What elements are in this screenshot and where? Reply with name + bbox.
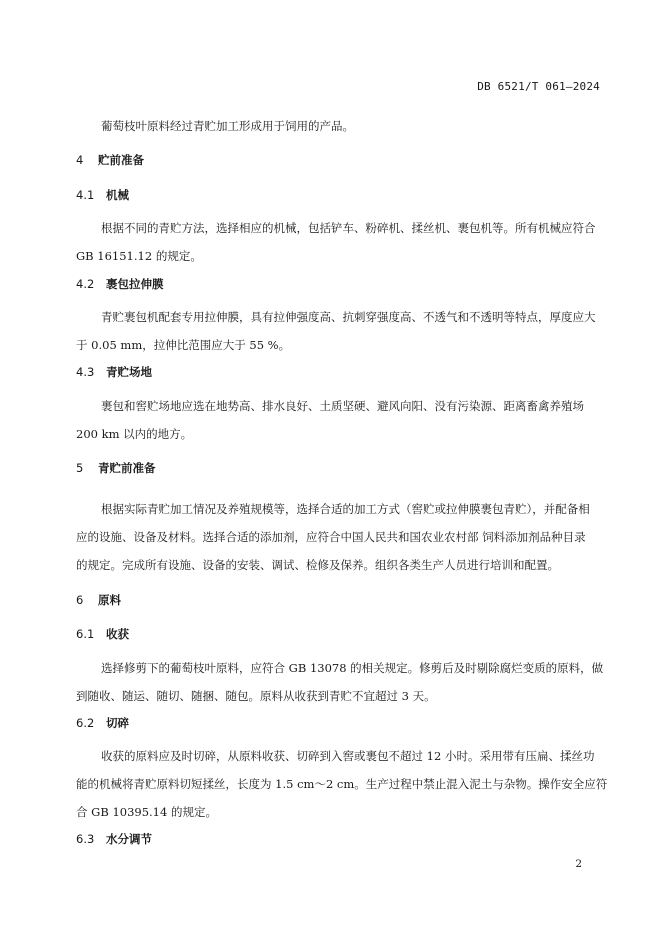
section-4-3-heading	[76, 364, 152, 380]
section-5-number: 5	[76, 461, 84, 475]
section-6-1-heading	[76, 626, 129, 642]
section-6-heading	[76, 592, 121, 608]
section-6-1-line-1: 选择修剪下的葡萄枝叶原料，应符合 GB 13078 的相关规定。修剪后及时剔除腐烂变质的原料，做	[101, 661, 604, 675]
section-4-3-title: 青贮场地	[106, 365, 152, 379]
section-4-3-paragraph	[76, 392, 604, 448]
section-6-2-line-1: 收获的原料应及时切碎，从原料收获、切碎到入窖或裹包不超过 12 小时。采用带有压扁、揉丝功	[101, 749, 595, 763]
section-4-1-number: 4.1	[76, 188, 95, 202]
section-4-1-paragraph	[76, 214, 604, 270]
section-6-1-paragraph	[76, 654, 604, 710]
section-6-2-title: 切碎	[106, 716, 129, 730]
section-6-3-title: 水分调节	[106, 832, 152, 846]
section-5-paragraph	[76, 495, 604, 579]
section-4-1-line-2: GB 16151.12 的规定。	[76, 249, 202, 263]
section-6-1-number: 6.1	[76, 627, 95, 641]
section-4-heading	[76, 152, 144, 168]
section-6-1-line-2: 到随收、随运、随切、随捆、随包。原料从收获到青贮不宜超过 3 天。	[76, 689, 436, 703]
section-6-number: 6	[76, 593, 84, 607]
section-4-2-number: 4.2	[76, 277, 95, 291]
section-5-line-2: 应的设施、设备及材料。选择合适的添加剂，应符合中国人民共和国农业农村部 饲料添加剂品种目录	[76, 530, 586, 544]
section-4-1-title: 机械	[106, 188, 129, 202]
section-4-3-line-1: 裹包和窖贮场地应选在地势高、排水良好、土质坚硬、避风向阳、没有污染源、距离畜禽养殖场	[101, 399, 584, 413]
section-4-2-heading	[76, 276, 164, 292]
section-4-2-paragraph	[76, 303, 604, 359]
page-number: 2	[575, 858, 582, 870]
section-5-title: 青贮前准备	[98, 461, 156, 475]
section-5-heading	[76, 460, 156, 476]
section-6-title: 原料	[98, 593, 121, 607]
standard-code: DB 6521/T 061—2024	[477, 80, 600, 93]
section-6-2-number: 6.2	[76, 716, 95, 730]
section-4-2-line-2: 于 0.05 mm，拉伸比范围应大于 55 %。	[76, 338, 291, 352]
section-4-2-title: 裹包拉伸膜	[106, 277, 164, 291]
section-4-3-line-2: 200 km 以内的地方。	[76, 427, 193, 441]
section-4-2-line-1: 青贮裹包机配套专用拉伸膜，具有拉伸强度高、抗刺穿强度高、不透气和不透明等特点，厚度应大	[101, 310, 596, 324]
section-4-number: 4	[76, 153, 84, 167]
section-6-3-number: 6.3	[76, 832, 95, 846]
section-6-2-heading	[76, 715, 129, 731]
section-5-line-3: 的规定。完成所有设施、设备的安装、调试、检修及保养。组织各类生产人员进行培训和配置。	[76, 558, 559, 572]
intro-paragraph	[76, 112, 604, 140]
section-4-1-line-1: 根据不同的青贮方法，选择相应的机械，包括铲车、粉碎机、揉丝机、裹包机等。所有机械应符合	[101, 221, 596, 235]
section-4-title: 贮前准备	[98, 153, 144, 167]
section-6-2-line-2: 能的机械将青贮原料切短揉丝，长度为 1.5 cm～2 cm。生产过程中禁止混入泥土与杂物。操作安全应符	[76, 777, 608, 791]
section-4-3-number: 4.3	[76, 365, 95, 379]
section-6-2-line-3: 合 GB 10395.14 的规定。	[76, 805, 217, 819]
section-6-3-heading	[76, 831, 152, 847]
section-6-2-paragraph	[76, 742, 608, 826]
section-6-1-title: 收获	[106, 627, 129, 641]
section-5-line-1: 根据实际青贮加工情况及养殖规模等，选择合适的加工方式（窖贮或拉伸膜裹包青贮），并配备相	[101, 502, 590, 516]
section-4-1-heading	[76, 187, 129, 203]
intro-line-1: 葡萄枝叶原料经过青贮加工形成用于饲用的产品。	[101, 119, 354, 133]
